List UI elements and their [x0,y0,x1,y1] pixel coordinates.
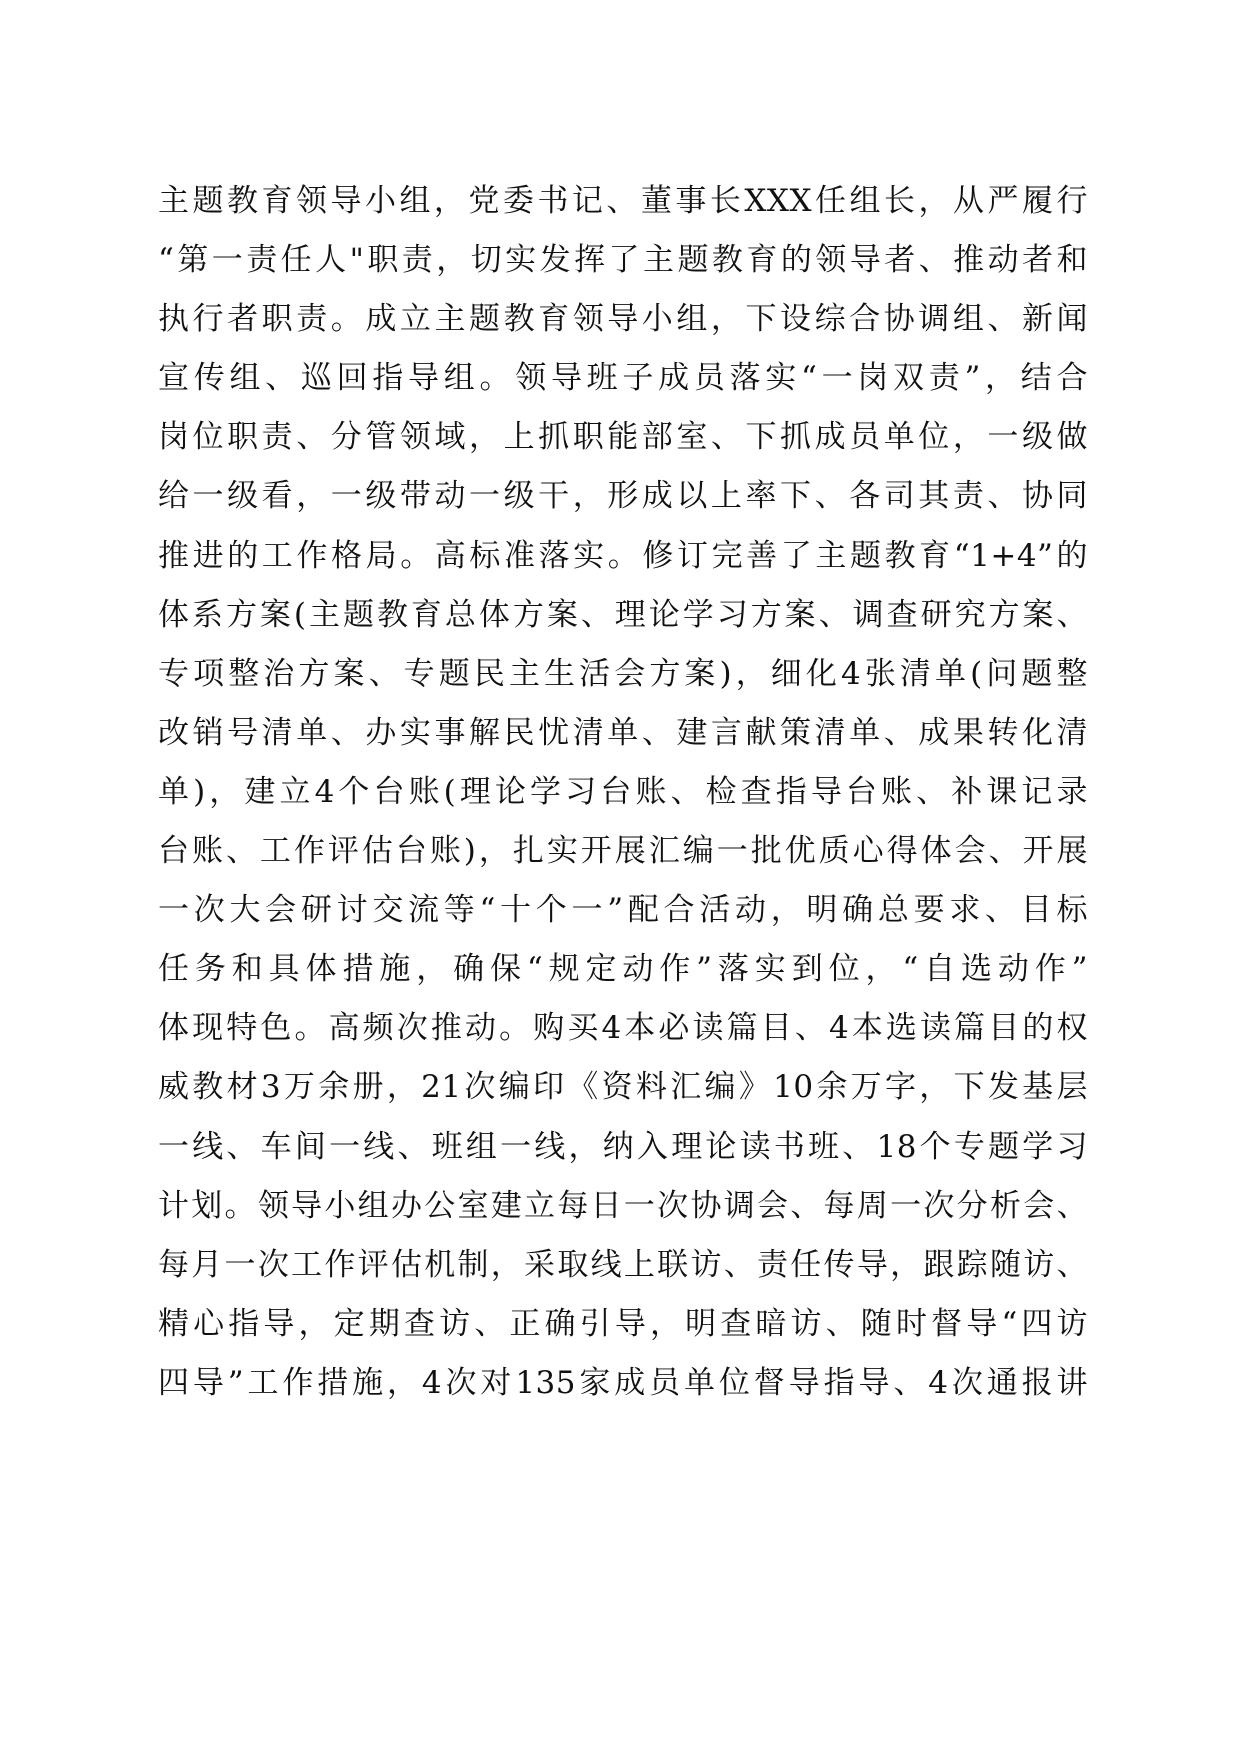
text-line-17: 一线、车间一线、班组一线，纳入理论读书班、18个专题学习 [158,1128,1088,1165]
text-line-4: 宣传组、巡回指导组。领导班子成员落实“一岗双责”，结合 [158,360,1088,397]
text-line-9: 专项整治方案、专题民主生活会方案)，细化4张清单(问题整 [158,655,1088,692]
text-line-7: 推进的工作格局。高标准落实。修订完善了主题教育“1+4”的 [158,537,1088,574]
text-line-10: 改销号清单、办实事解民忧清单、建言献策清单、成果转化清 [158,714,1088,751]
text-line-2: “第一责任人"职责，切实发挥了主题教育的领导者、推动者和 [158,242,1088,279]
text-line-1: 主题教育领导小组，党委书记、董事长XXX任组长，从严履行 [158,183,1088,219]
text-line-21: 四导”工作措施，4次对135家成员单位督导指导、4次通报讲 [158,1364,1088,1401]
text-line-5: 岗位职责、分管领域，上抓职能部室、下抓成员单位，一级做 [158,419,1088,456]
text-line-6: 给一级看，一级带动一级干，形成以上率下、各司其责、协同 [158,478,1088,515]
text-line-3: 执行者职责。成立主题教育领导小组，下设综合协调组、新闻 [158,301,1088,338]
text-line-18: 计划。领导小组办公室建立每日一次协调会、每周一次分析会、 [158,1187,1088,1224]
text-line-20: 精心指导，定期查访、正确引导，明查暗访、随时督导“四访 [158,1305,1088,1342]
text-line-8: 体系方案(主题教育总体方案、理论学习方案、调查研究方案、 [158,596,1088,633]
text-line-11: 单)，建立4个台账(理论学习台账、检查指导台账、补课记录 [158,773,1088,810]
body-text [158,182,1088,1423]
text-line-12: 台账、工作评估台账)，扎实开展汇编一批优质心得体会、开展 [158,833,1088,870]
text-line-15: 体现特色。高频次推动。购买4本必读篇目、4本选读篇目的权 [158,1010,1088,1047]
text-line-14: 任务和具体措施，确保“规定动作”落实到位，“自选动作” [158,951,1088,988]
text-line-13: 一次大会研讨交流等“十个一”配合活动，明确总要求、目标 [158,892,1088,929]
text-line-16: 威教材3万余册，21次编印《资料汇编》10余万字，下发基层 [158,1069,1088,1106]
text-line-19: 每月一次工作评估机制，采取线上联访、责任传导，跟踪随访、 [158,1246,1088,1283]
